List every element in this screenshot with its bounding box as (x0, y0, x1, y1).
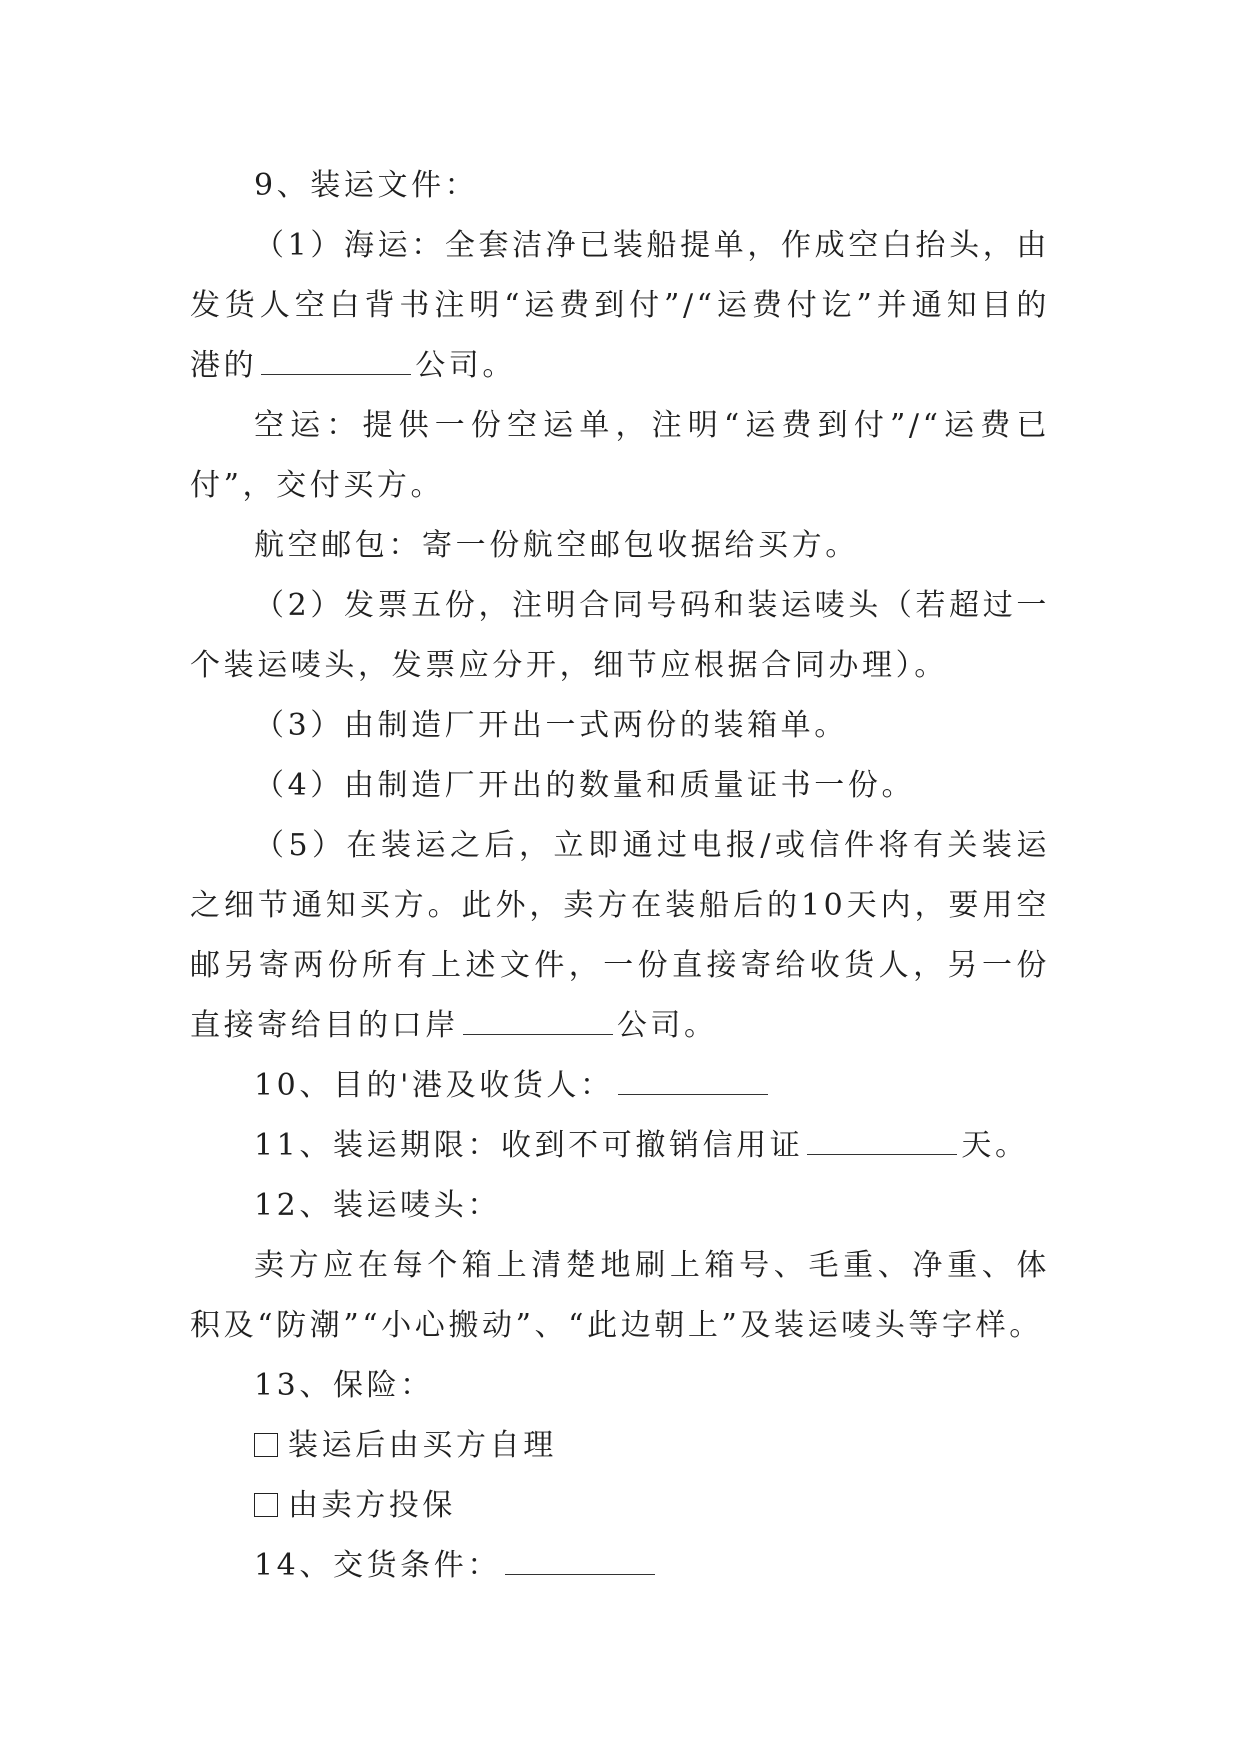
section-12-heading: 12、装运唛头： (254, 1188, 501, 1223)
invoice-paragraph: （2）发票五份，注明合同号码和装运唛头（若超过一个装运唛头，发票应分开，细节应根据合同办理）。 (190, 588, 1050, 683)
blank-field (505, 1552, 655, 1575)
section-9-heading: 9、装运文件： (254, 168, 479, 203)
air-parcel-paragraph: 航空邮包：寄一份航空邮包收据给买方。 (254, 528, 859, 563)
blank-field (463, 1012, 613, 1035)
blank-field (618, 1072, 768, 1095)
sea-transport-paragraph: （1）海运：全套洁净已装船提单，作成空白抬头，由发货人空白背书注明“运费到付”/“运费付讫”并通知目的港的 公司。 (190, 228, 1050, 383)
blank-field (261, 352, 411, 375)
section-14-delivery: 14、交货条件： (190, 1536, 1050, 1596)
shipping-marks-paragraph: 卖方应在每个箱上清楚地刷上箱号、毛重、净重、体积及“防潮”“小心搬动”、“此边朝上”及装运唛头等字样。 (190, 1248, 1050, 1343)
blank-field (807, 1132, 957, 1155)
section-13-heading: 13、保险： (254, 1368, 434, 1403)
section-11-shipment-period: 11、装运期限：收到不可撤销信用证 天。 (254, 1128, 1029, 1163)
insurance-option-buyer: 装运后由买方自理 (190, 1416, 1050, 1476)
air-transport-paragraph: 空运：提供一份空运单，注明“运费到付”/“运费已付”，交付买方。 (190, 408, 1050, 503)
certificate-paragraph: （4）由制造厂开出的数量和质量证书一份。 (254, 768, 916, 803)
document-body (190, 156, 1050, 1596)
notification-paragraph: （5）在装运之后，立即通过电报/或信件将有关装运之细节通知买方。此外，卖方在装船后的10天内，要用空邮另寄两份所有上述文件，一份直接寄给收货人，另一份直接寄给目的口岸 公司。 (190, 828, 1050, 1043)
packing-list-paragraph: （3）由制造厂开出一式两份的装箱单。 (254, 708, 848, 743)
insurance-option-seller: 由卖方投保 (190, 1476, 1050, 1536)
section-10-destination: 10、目的'港及收货人： (190, 1056, 1050, 1116)
checkbox-icon (254, 1493, 278, 1517)
checkbox-icon (254, 1433, 278, 1457)
